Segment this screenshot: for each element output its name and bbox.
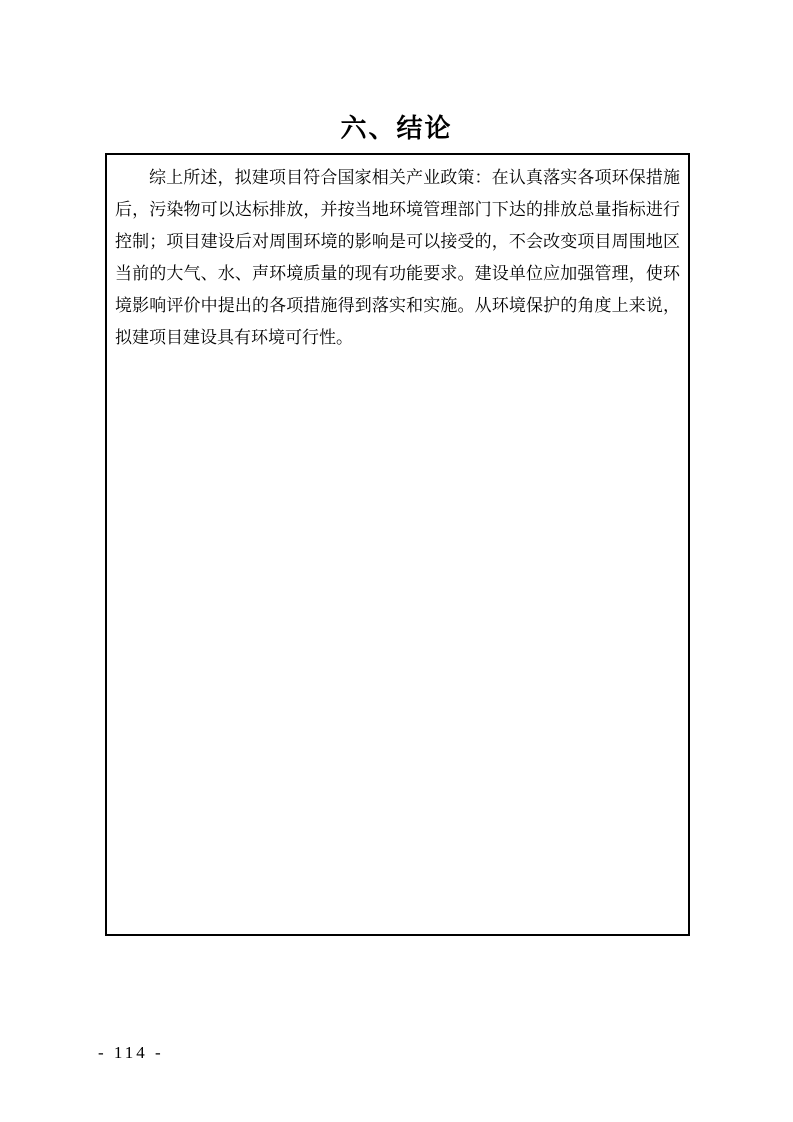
section-title: 六、结论 [340, 113, 453, 143]
conclusion-box [105, 153, 690, 936]
conclusion-paragraph: 综上所述，拟建项目符合国家相关产业政策：在认真落实各项环保措施后，污染物可以达标排放，并按当地环境管理部门下达的排放总量指标进行控制；项目建设后对周围环境的影响是可以接受的，不会改变项目周围地区当前的大气、水、声环境质量的现有功能要求。建设单位应加强管理，使环境影响评价中提出的各项措施得到落实和实施。从环境保护的角度上来说，拟建项目建设具有环境可行性。 [115, 168, 680, 347]
page-number: - 114 - [98, 1043, 164, 1062]
